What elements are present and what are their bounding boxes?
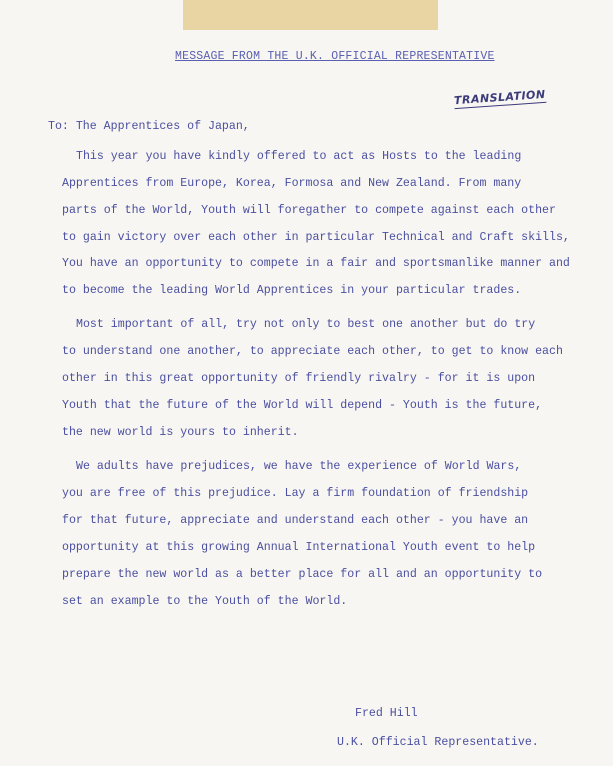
body-line: the new world is yours to inherit. bbox=[62, 426, 299, 439]
body-line: prepare the new world as a better place for all and an opportunity to bbox=[62, 568, 543, 581]
body-line: Apprentices from Europe, Korea, Formosa and New Zealand. From many bbox=[62, 177, 522, 190]
body-line: opportunity at this growing Annual International Youth event to help bbox=[62, 541, 536, 554]
body-line: You have an opportunity to compete in a fair and sportsmanlike manner and bbox=[62, 257, 570, 270]
salutation: To: The Apprentices of Japan, bbox=[48, 120, 250, 133]
body-line: you are free of this prejudice. Lay a firm foundation of friendship bbox=[62, 487, 529, 500]
body-line: This year you have kindly offered to act as Hosts to the leading bbox=[76, 150, 522, 163]
body-line: set an example to the Youth of the World. bbox=[62, 595, 348, 608]
signature-name: Fred Hill bbox=[355, 707, 418, 720]
tape-strip bbox=[183, 0, 438, 30]
signature-title: U.K. Official Representative. bbox=[337, 736, 539, 749]
body-line: for that future, appreciate and understand each other - you have an bbox=[62, 514, 529, 527]
body-line: Youth that the future of the World will depend - Youth is the future, bbox=[62, 399, 543, 412]
body-line: parts of the World, Youth will foregather to compete against each other bbox=[62, 204, 556, 217]
body-line: to gain victory over each other in particular Technical and Craft skills, bbox=[62, 231, 570, 244]
body-line: to become the leading World Apprentices in your particular trades. bbox=[62, 284, 522, 297]
body-line: Most important of all, try not only to best one another but do try bbox=[76, 318, 536, 331]
body-line: other in this great opportunity of friendly rivalry - for it is upon bbox=[62, 372, 536, 385]
handwritten-annotation: TRANSLATION bbox=[453, 87, 547, 108]
body-line: to understand one another, to appreciate each other, to get to know each bbox=[62, 345, 563, 358]
letter-title: MESSAGE FROM THE U.K. OFFICIAL REPRESENTATIVE bbox=[175, 50, 495, 63]
body-line: We adults have prejudices, we have the experience of World Wars, bbox=[76, 460, 522, 473]
